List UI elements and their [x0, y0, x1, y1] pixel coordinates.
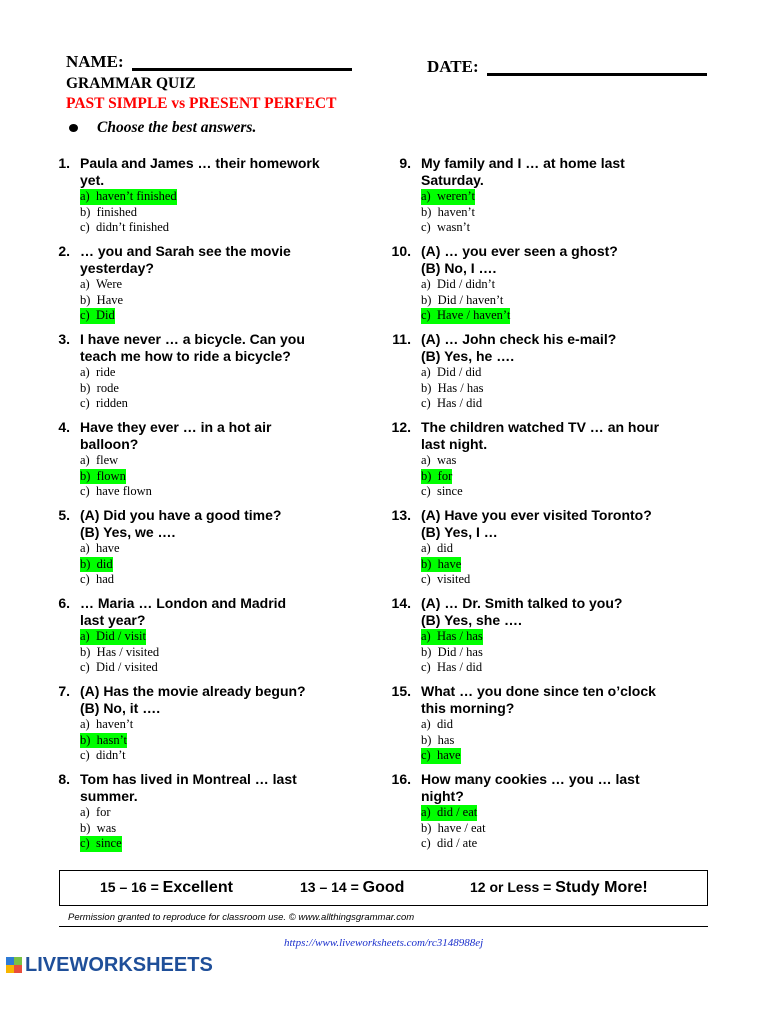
- option-letter: a): [421, 717, 431, 731]
- answer-option[interactable]: [80, 365, 350, 381]
- answer-option[interactable]: [80, 293, 350, 309]
- option-letter: b): [80, 468, 91, 483]
- answer-options: [80, 541, 350, 588]
- option-letter: a): [80, 453, 90, 467]
- question-text-line: Paula and James … their homework: [80, 155, 320, 171]
- answer-option-selected[interactable]: [80, 733, 127, 749]
- option-letter: c): [421, 836, 431, 851]
- option-letter: a): [421, 629, 431, 643]
- option-letter: c): [421, 308, 431, 323]
- answer-option-row: [421, 660, 691, 676]
- answer-option-selected[interactable]: [421, 748, 461, 764]
- bullet-icon: [69, 124, 78, 132]
- option-text: ridden: [95, 396, 128, 411]
- permission-text: Permission granted to reproduce for classroom use. © www.allthingsgrammar.com: [68, 912, 415, 923]
- answer-option-row: [80, 629, 350, 645]
- option-text: Has / did: [436, 660, 483, 675]
- answer-option[interactable]: [80, 717, 350, 733]
- question-text-line: How many cookies … you … last: [421, 771, 640, 787]
- question-number: 12.: [391, 419, 411, 435]
- question-text-line: My family and I … at home last: [421, 155, 625, 171]
- name-blank-line[interactable]: [132, 68, 352, 71]
- option-letter: c): [80, 748, 90, 763]
- option-letter: b): [80, 204, 91, 219]
- score-good: [300, 879, 404, 897]
- answer-option[interactable]: [421, 220, 691, 236]
- question-text-line: yet.: [80, 172, 105, 188]
- footer-divider: [59, 926, 708, 927]
- option-letter: b): [421, 732, 432, 747]
- question-text-line: last night.: [421, 436, 488, 452]
- option-text: did / ate: [436, 836, 478, 851]
- answer-option[interactable]: [421, 277, 691, 293]
- question-number: 5.: [58, 507, 70, 523]
- option-letter: c): [80, 484, 90, 499]
- option-letter: c): [80, 308, 90, 323]
- answer-option-row: [80, 645, 350, 661]
- option-text: for: [95, 805, 111, 819]
- answer-option[interactable]: [80, 660, 350, 676]
- option-letter: a): [421, 277, 431, 291]
- question-text-line: (B) No, I ….: [421, 260, 497, 276]
- question-number: 11.: [392, 331, 411, 347]
- score-range: 13 – 14 =: [300, 879, 359, 895]
- quiz-subtitle: PAST SIMPLE vs PRESENT PERFECT: [66, 95, 337, 112]
- answer-option[interactable]: [80, 541, 350, 557]
- option-text: have flown: [95, 484, 152, 499]
- option-text: flew: [95, 453, 119, 467]
- option-text: Did / visited: [95, 660, 158, 675]
- option-letter: c): [421, 220, 431, 235]
- option-letter: a): [421, 541, 431, 555]
- answer-options: [421, 277, 691, 324]
- answer-options: [80, 805, 350, 852]
- answer-options: [421, 717, 691, 764]
- question-text-line: last year?: [80, 612, 146, 628]
- answer-option-row: [80, 205, 350, 221]
- answer-option-row: [421, 308, 691, 324]
- answer-option-selected[interactable]: [80, 836, 122, 852]
- answer-option-row: [80, 453, 350, 469]
- answer-option-row: [421, 381, 691, 397]
- question-number: 7.: [58, 683, 70, 699]
- answer-option-selected[interactable]: [80, 189, 177, 205]
- question-text-line: (A) Did you have a good time?: [80, 507, 282, 523]
- option-letter: a): [80, 717, 90, 731]
- option-letter: c): [421, 484, 431, 499]
- question-text-line: teach me how to ride a bicycle?: [80, 348, 291, 364]
- answer-option-row: [421, 748, 691, 764]
- answer-option-row: [80, 189, 350, 205]
- option-text: didn’t: [95, 748, 126, 763]
- option-letter: c): [421, 572, 431, 587]
- question-text: [421, 155, 693, 189]
- answer-option-row: [421, 805, 691, 821]
- question-text: [421, 419, 693, 453]
- answer-option-row: [80, 541, 350, 557]
- option-text: did: [96, 556, 113, 571]
- answer-option-row: [80, 293, 350, 309]
- option-text: Has / has: [437, 380, 484, 395]
- answer-option-selected[interactable]: [421, 189, 475, 205]
- option-letter: a): [80, 365, 90, 379]
- date-label: DATE:: [427, 57, 479, 76]
- answer-option-selected[interactable]: [421, 805, 477, 821]
- answer-options: [80, 717, 350, 764]
- question-text-line: … Maria … London and Madrid: [80, 595, 287, 611]
- option-text: has: [437, 732, 455, 747]
- score-label: Study More!: [555, 879, 648, 896]
- answer-option-row: [421, 821, 691, 837]
- option-letter: c): [80, 660, 90, 675]
- option-text: have: [436, 748, 461, 763]
- answer-option-row: [421, 220, 691, 236]
- answer-option-selected[interactable]: [80, 308, 115, 324]
- answer-option-row: [421, 733, 691, 749]
- question-text-line: summer.: [80, 788, 138, 804]
- answer-option[interactable]: [421, 396, 691, 412]
- answer-option-row: [80, 836, 350, 852]
- option-letter: c): [80, 572, 90, 587]
- option-text: visited: [436, 572, 471, 587]
- question-text-line: I have never … a bicycle. Can you: [80, 331, 305, 347]
- answer-option-row: [80, 805, 350, 821]
- answer-option[interactable]: [80, 396, 350, 412]
- question-text-line: (A) … you ever seen a ghost?: [421, 243, 618, 259]
- option-text: have: [437, 556, 462, 571]
- answer-option-selected[interactable]: [421, 469, 452, 485]
- option-text: weren’t: [436, 189, 475, 203]
- answer-option-row: [421, 484, 691, 500]
- answer-option-row: [421, 629, 691, 645]
- option-text: wasn’t: [436, 220, 471, 235]
- option-letter: b): [421, 380, 432, 395]
- option-text: hasn’t: [96, 732, 127, 747]
- question-number: 3.: [58, 331, 70, 347]
- question-number: 9.: [399, 155, 411, 171]
- option-letter: b): [80, 820, 91, 835]
- option-letter: a): [80, 277, 90, 291]
- option-letter: b): [421, 644, 432, 659]
- answer-option[interactable]: [80, 220, 350, 236]
- question-text: [421, 771, 693, 805]
- question-text: [80, 683, 352, 717]
- option-text: did: [436, 541, 453, 555]
- answer-option-selected[interactable]: [421, 308, 510, 324]
- answer-option-selected[interactable]: [80, 469, 126, 485]
- option-text: have: [95, 541, 120, 555]
- answer-option[interactable]: [421, 365, 691, 381]
- question-text-line: Have they ever … in a hot air: [80, 419, 272, 435]
- option-letter: c): [80, 220, 90, 235]
- answer-option-row: [421, 645, 691, 661]
- answer-option-selected[interactable]: [421, 629, 483, 645]
- option-letter: b): [421, 556, 432, 571]
- option-letter: a): [80, 189, 90, 203]
- answer-option-row: [421, 293, 691, 309]
- question-number: 8.: [58, 771, 70, 787]
- question-text-line: (A) Has the movie already begun?: [80, 683, 306, 699]
- option-text: since: [95, 836, 122, 851]
- option-letter: c): [421, 660, 431, 675]
- answer-option[interactable]: [421, 821, 691, 837]
- option-letter: a): [80, 541, 90, 555]
- option-letter: a): [421, 189, 431, 203]
- logo-text: LIVEWORKSHEETS: [25, 953, 213, 976]
- quiz-title: GRAMMAR QUIZ: [66, 75, 196, 92]
- question-text: [421, 331, 693, 365]
- score-range: 15 – 16 =: [100, 879, 159, 895]
- question-text-line: (B) Yes, she ….: [421, 612, 522, 628]
- question-text: [421, 507, 693, 541]
- answer-options: [421, 541, 691, 588]
- answer-option[interactable]: [421, 293, 691, 309]
- option-text: ride: [95, 365, 116, 379]
- answer-option[interactable]: [80, 572, 350, 588]
- option-letter: b): [80, 732, 91, 747]
- option-text: Has / visited: [96, 644, 160, 659]
- answer-options: [421, 453, 691, 500]
- answer-option[interactable]: [421, 205, 691, 221]
- option-text: haven’t: [437, 204, 475, 219]
- question-text-line: night?: [421, 788, 464, 804]
- question-text-line: balloon?: [80, 436, 139, 452]
- question-text-line: What … you done since ten o’clock: [421, 683, 656, 699]
- option-text: since: [436, 484, 463, 499]
- question-text: [421, 243, 693, 277]
- question-number: 1.: [58, 155, 70, 171]
- question-text: [80, 331, 352, 365]
- option-text: was: [436, 453, 457, 467]
- question-text-line: yesterday?: [80, 260, 154, 276]
- option-text: Did / did: [436, 365, 482, 379]
- answer-option[interactable]: [421, 836, 691, 852]
- answer-option-row: [421, 277, 691, 293]
- option-letter: c): [421, 748, 431, 763]
- answer-option-row: [80, 821, 350, 837]
- question-text-line: Tom has lived in Montreal … last: [80, 771, 297, 787]
- option-letter: a): [80, 629, 90, 643]
- option-text: was: [96, 820, 117, 835]
- score-label: Good: [362, 879, 405, 896]
- question-text-line: (B) Yes, I …: [421, 524, 498, 540]
- option-text: Have / haven’t: [436, 308, 511, 323]
- option-text: did / eat: [436, 805, 478, 819]
- question-text: [80, 155, 352, 189]
- option-letter: b): [421, 468, 432, 483]
- option-text: haven’t finished: [95, 189, 177, 203]
- answer-option[interactable]: [421, 453, 691, 469]
- answer-option-row: [80, 381, 350, 397]
- option-text: for: [437, 468, 453, 483]
- option-letter: c): [421, 396, 431, 411]
- option-letter: b): [421, 820, 432, 835]
- question-text-line: (B) Yes, he ….: [421, 348, 515, 364]
- option-text: Has / has: [436, 629, 483, 643]
- option-text: Did / haven’t: [437, 292, 504, 307]
- score-study-more: [470, 879, 648, 897]
- option-text: Did: [95, 308, 115, 323]
- question-text: [80, 507, 352, 541]
- answer-option[interactable]: [421, 660, 691, 676]
- option-text: rode: [96, 380, 119, 395]
- question-number: 15.: [391, 683, 411, 699]
- answer-option-row: [421, 453, 691, 469]
- answer-options: [80, 277, 350, 324]
- question-text-line: Saturday.: [421, 172, 484, 188]
- option-text: finished: [96, 204, 137, 219]
- answer-option-row: [80, 733, 350, 749]
- answer-options: [80, 629, 350, 676]
- question-text: [80, 243, 352, 277]
- answer-option-row: [80, 660, 350, 676]
- answer-option-selected[interactable]: [421, 557, 461, 573]
- option-letter: b): [80, 644, 91, 659]
- answer-option[interactable]: [80, 453, 350, 469]
- question-text-line: (A) … Dr. Smith talked to you?: [421, 595, 623, 611]
- answer-option-row: [421, 189, 691, 205]
- question-text: [421, 595, 693, 629]
- answer-option[interactable]: [421, 717, 691, 733]
- option-text: didn’t finished: [95, 220, 169, 235]
- score-excellent: [100, 879, 233, 897]
- answer-options: [421, 365, 691, 412]
- option-letter: a): [421, 453, 431, 467]
- option-text: Did / didn’t: [436, 277, 496, 291]
- answer-option-row: [80, 557, 350, 573]
- answer-option-row: [80, 748, 350, 764]
- option-letter: a): [421, 365, 431, 379]
- answer-option[interactable]: [80, 205, 350, 221]
- option-letter: a): [80, 805, 90, 819]
- option-letter: c): [80, 396, 90, 411]
- question-text: [421, 683, 693, 717]
- answer-option[interactable]: [421, 645, 691, 661]
- answer-option[interactable]: [421, 541, 691, 557]
- answer-option[interactable]: [80, 484, 350, 500]
- answer-options: [80, 189, 350, 236]
- worksheet-link[interactable]: https://www.liveworksheets.com/rc3148988ej: [284, 937, 484, 949]
- answer-options: [421, 629, 691, 676]
- answer-option[interactable]: [421, 484, 691, 500]
- answer-option-row: [80, 484, 350, 500]
- option-letter: c): [80, 836, 90, 851]
- answer-options: [80, 453, 350, 500]
- option-text: Were: [95, 277, 123, 291]
- question-text-line: (A) Have you ever visited Toronto?: [421, 507, 652, 523]
- answer-option[interactable]: [421, 572, 691, 588]
- answer-option-row: [80, 396, 350, 412]
- question-number: 10.: [391, 243, 411, 259]
- question-text-line: (A) … John check his e-mail?: [421, 331, 617, 347]
- option-text: Have: [96, 292, 124, 307]
- liveworksheets-logo[interactable]: [6, 953, 213, 977]
- option-text: flown: [96, 468, 126, 483]
- answer-option-row: [80, 365, 350, 381]
- answer-option-row: [80, 717, 350, 733]
- option-letter: b): [80, 292, 91, 307]
- answer-option-row: [80, 220, 350, 236]
- answer-option-row: [80, 308, 350, 324]
- date-blank-line[interactable]: [487, 73, 707, 76]
- option-letter: b): [421, 204, 432, 219]
- answer-option-row: [80, 572, 350, 588]
- answer-option-row: [421, 396, 691, 412]
- question-number: 14.: [391, 595, 411, 611]
- question-text-line: The children watched TV … an hour: [421, 419, 660, 435]
- question-text-line: … you and Sarah see the movie: [80, 243, 291, 259]
- option-letter: b): [80, 380, 91, 395]
- answer-option-row: [421, 541, 691, 557]
- answer-option-row: [421, 365, 691, 381]
- answer-option-row: [421, 469, 691, 485]
- answer-option-row: [421, 836, 691, 852]
- answer-option[interactable]: [80, 821, 350, 837]
- instruction-text: Choose the best answers.: [97, 119, 257, 136]
- answer-options: [421, 189, 691, 236]
- answer-option[interactable]: [80, 805, 350, 821]
- answer-option-row: [80, 469, 350, 485]
- question-text-line: this morning?: [421, 700, 515, 716]
- score-label: Excellent: [162, 879, 233, 896]
- answer-option[interactable]: [80, 645, 350, 661]
- score-range: 12 or Less =: [470, 879, 552, 895]
- answer-option[interactable]: [421, 381, 691, 397]
- answer-option-selected[interactable]: [80, 629, 146, 645]
- answer-option[interactable]: [80, 277, 350, 293]
- answer-option-row: [80, 277, 350, 293]
- option-text: had: [95, 572, 115, 587]
- option-text: have / eat: [437, 820, 486, 835]
- question-number: 2.: [58, 243, 70, 259]
- question-text: [80, 419, 352, 453]
- option-letter: b): [80, 556, 91, 571]
- question-text: [80, 595, 352, 629]
- question-number: 6.: [58, 595, 70, 611]
- option-text: Did / visit: [95, 629, 146, 643]
- name-label: NAME:: [66, 52, 124, 71]
- answer-options: [80, 365, 350, 412]
- question-text: [80, 771, 352, 805]
- question-number: 4.: [58, 419, 70, 435]
- option-letter: b): [421, 292, 432, 307]
- question-text-line: (B) No, it ….: [80, 700, 161, 716]
- question-text-line: (B) Yes, we ….: [80, 524, 176, 540]
- question-number: 13.: [391, 507, 411, 523]
- answer-option-row: [421, 205, 691, 221]
- answer-option-row: [421, 572, 691, 588]
- answer-option[interactable]: [80, 381, 350, 397]
- answer-options: [421, 805, 691, 852]
- answer-option-row: [421, 717, 691, 733]
- option-text: did: [436, 717, 453, 731]
- answer-option-selected[interactable]: [80, 557, 113, 573]
- option-letter: a): [421, 805, 431, 819]
- logo-grid-icon: [6, 957, 22, 973]
- answer-option-row: [421, 557, 691, 573]
- answer-option[interactable]: [80, 748, 350, 764]
- score-box: [59, 870, 708, 906]
- option-text: haven’t: [95, 717, 134, 731]
- option-text: Did / has: [437, 644, 483, 659]
- question-number: 16.: [391, 771, 411, 787]
- answer-option[interactable]: [421, 733, 691, 749]
- option-text: Has / did: [436, 396, 483, 411]
